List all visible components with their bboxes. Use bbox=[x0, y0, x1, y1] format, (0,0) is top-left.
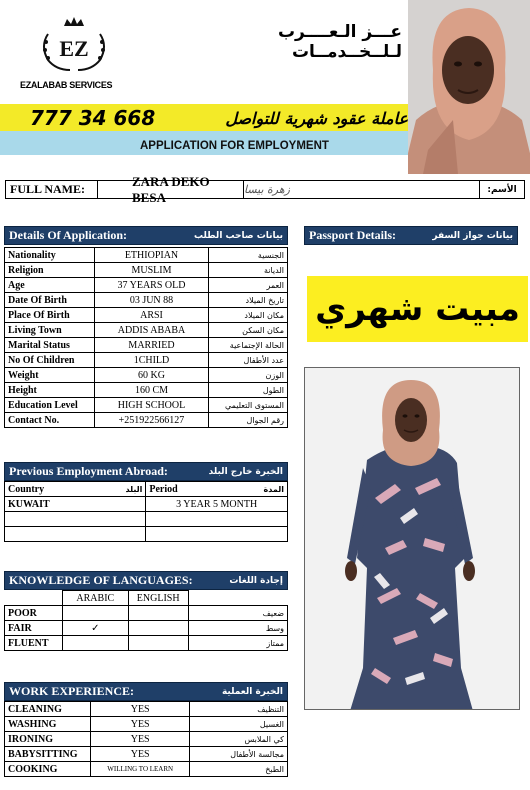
full-body-photo bbox=[304, 367, 520, 710]
full-name-label: FULL NAME: bbox=[6, 181, 98, 198]
languages-section bbox=[4, 571, 288, 651]
details-label: Contact No. bbox=[5, 413, 95, 428]
previous-employment-section bbox=[4, 462, 288, 542]
details-row bbox=[5, 293, 288, 308]
language-level-row bbox=[5, 621, 288, 636]
details-label: Religion bbox=[5, 263, 95, 278]
languages-corner-cell-right bbox=[188, 591, 287, 606]
previous-employment-row bbox=[5, 527, 288, 542]
details-label: Height bbox=[5, 383, 95, 398]
language-level-arabic: ممتاز bbox=[188, 636, 287, 651]
contact-line bbox=[4, 106, 408, 130]
country-header-arabic: البلد bbox=[125, 484, 143, 494]
details-label: No Of Children bbox=[5, 353, 95, 368]
details-row bbox=[5, 383, 288, 398]
details-value: MARRIED bbox=[94, 338, 208, 353]
passport-section bbox=[304, 226, 518, 245]
passport-title-arabic: بيانات جواز السفر bbox=[432, 230, 513, 241]
details-label-arabic: رقم الجوال bbox=[209, 413, 288, 428]
language-level-arabic: وسط bbox=[188, 621, 287, 636]
details-row bbox=[5, 398, 288, 413]
arabic-level-mark bbox=[62, 606, 128, 621]
details-value: ADDIS ABABA bbox=[94, 323, 208, 338]
monthly-stay-stamp: مبيت شهري bbox=[307, 276, 528, 342]
details-label-arabic: الطول bbox=[209, 383, 288, 398]
passport-title: Passport Details: bbox=[309, 228, 396, 242]
details-label-arabic: الوزن bbox=[209, 368, 288, 383]
language-level-label: POOR bbox=[5, 606, 63, 621]
work-experience-title-arabic: الخبرة العملية bbox=[221, 686, 283, 697]
language-level-arabic: ضعيف bbox=[188, 606, 287, 621]
details-value: +251922566127 bbox=[94, 413, 208, 428]
full-name-value: ZARA DEKO BESA bbox=[98, 181, 244, 198]
details-row bbox=[5, 413, 288, 428]
country-cell: KUWAIT bbox=[5, 497, 146, 512]
details-title: Details Of Application: bbox=[9, 228, 128, 242]
details-label-arabic: الديانة bbox=[209, 263, 288, 278]
languages-title-arabic: إجادة اللغات bbox=[229, 575, 283, 586]
details-label-arabic: تاريخ الميلاد bbox=[209, 293, 288, 308]
skill-label: WASHING bbox=[5, 717, 91, 732]
details-label-arabic: الجنسية bbox=[209, 248, 288, 263]
language-level-label: FAIR bbox=[5, 621, 63, 636]
language-level-label: FLUENT bbox=[5, 636, 63, 651]
arabic-level-mark bbox=[62, 636, 128, 651]
work-experience-row bbox=[5, 732, 288, 747]
english-level-mark bbox=[128, 606, 188, 621]
details-value: 03 JUN 88 bbox=[94, 293, 208, 308]
period-cell: 3 YEAR 5 MONTH bbox=[146, 497, 288, 512]
details-label: Education Level bbox=[5, 398, 95, 413]
language-level-row bbox=[5, 636, 288, 651]
details-value: 37 YEARS OLD bbox=[94, 278, 208, 293]
skill-value: YES bbox=[90, 747, 190, 762]
details-value: ARSI bbox=[94, 308, 208, 323]
details-value: 1CHILD bbox=[94, 353, 208, 368]
work-experience-table bbox=[4, 701, 288, 777]
languages-head-row bbox=[5, 591, 288, 606]
period-header-arabic: المدة bbox=[263, 484, 284, 494]
work-experience-row bbox=[5, 762, 288, 777]
previous-employment-row bbox=[5, 497, 288, 512]
details-header bbox=[4, 226, 288, 245]
previous-employment-title-arabic: الخبرة خارج البلد bbox=[208, 466, 283, 477]
details-row bbox=[5, 308, 288, 323]
skill-value: YES bbox=[90, 702, 190, 717]
details-label: Date Of Birth bbox=[5, 293, 95, 308]
language-level-row bbox=[5, 606, 288, 621]
details-label: Marital Status bbox=[5, 338, 95, 353]
details-row bbox=[5, 353, 288, 368]
details-row bbox=[5, 368, 288, 383]
country-cell bbox=[5, 527, 146, 542]
application-title: APPLICATION FOR EMPLOYMENT bbox=[140, 140, 329, 152]
english-level-mark bbox=[128, 621, 188, 636]
work-experience-header bbox=[4, 682, 288, 701]
full-name-label-arabic: الأسم: bbox=[487, 184, 517, 195]
details-section bbox=[4, 226, 288, 428]
details-label: Place Of Birth bbox=[5, 308, 95, 323]
skill-label-arabic: الطبخ bbox=[190, 762, 288, 777]
languages-title: KNOWLEDGE OF LANGUAGES: bbox=[9, 573, 193, 587]
work-experience-row bbox=[5, 717, 288, 732]
details-label: Living Town bbox=[5, 323, 95, 338]
work-experience-title: WORK EXPERIENCE: bbox=[9, 684, 135, 698]
details-row bbox=[5, 278, 288, 293]
skill-label-arabic: كي الملابس bbox=[190, 732, 288, 747]
logo-letters: EZ bbox=[59, 36, 89, 61]
details-value: 160 CM bbox=[94, 383, 208, 398]
details-row bbox=[5, 338, 288, 353]
previous-employment-title: Previous Employment Abroad: bbox=[9, 464, 168, 478]
skill-value: WILLING TO LEARN bbox=[90, 762, 190, 777]
details-label-arabic: المستوى التعليمي bbox=[209, 398, 288, 413]
details-row bbox=[5, 323, 288, 338]
country-header-cell bbox=[5, 482, 146, 497]
skill-value: YES bbox=[90, 717, 190, 732]
details-value: HIGH SCHOOL bbox=[94, 398, 208, 413]
skill-label: IRONING bbox=[5, 732, 91, 747]
details-label-arabic: عدد الأطفال bbox=[209, 353, 288, 368]
details-row bbox=[5, 263, 288, 278]
headshot-photo bbox=[408, 0, 530, 174]
details-label-arabic: مكان السكن bbox=[209, 323, 288, 338]
details-table bbox=[4, 247, 288, 428]
details-value: MUSLIM bbox=[94, 263, 208, 278]
details-label: Nationality bbox=[5, 248, 95, 263]
details-label: Weight bbox=[5, 368, 95, 383]
details-label: Age bbox=[5, 278, 95, 293]
english-column-header: ENGLISH bbox=[128, 591, 188, 606]
period-header: Period bbox=[149, 483, 178, 495]
details-label-arabic: الحالة الإجتماعية bbox=[209, 338, 288, 353]
skill-value: YES bbox=[90, 732, 190, 747]
full-name-arabic: زهرة بيسا bbox=[244, 181, 480, 198]
work-experience-row bbox=[5, 747, 288, 762]
languages-header bbox=[4, 571, 288, 590]
work-experience-section bbox=[4, 682, 288, 777]
skill-label-arabic: مجالسة الأطفال bbox=[190, 747, 288, 762]
company-logo bbox=[34, 16, 114, 72]
company-name-arabic: عـــز الـعــــرب لـلــخــدمــات bbox=[277, 22, 402, 62]
period-cell bbox=[146, 512, 288, 527]
company-name: EZALABAB SERVICES bbox=[20, 80, 113, 90]
previous-employment-table bbox=[4, 481, 288, 542]
skill-label: COOKING bbox=[5, 762, 91, 777]
previous-employment-header bbox=[4, 462, 288, 481]
details-label-arabic: العمر bbox=[209, 278, 288, 293]
period-cell bbox=[146, 527, 288, 542]
details-value: 60 KG bbox=[94, 368, 208, 383]
skill-label-arabic: التنظيف bbox=[190, 702, 288, 717]
languages-table bbox=[4, 590, 288, 651]
previous-employment-row bbox=[5, 512, 288, 527]
details-title-arabic: بيانات صاحب الطلب bbox=[193, 230, 283, 241]
arabic-level-mark: ✓ bbox=[62, 621, 128, 636]
work-experience-row bbox=[5, 702, 288, 717]
skill-label: CLEANING bbox=[5, 702, 91, 717]
arabic-column-header: ARABIC bbox=[62, 591, 128, 606]
details-label-arabic: مكان الميلاد bbox=[209, 308, 288, 323]
english-level-mark bbox=[128, 636, 188, 651]
contact-number: 777 34 668 bbox=[30, 106, 156, 130]
contact-arabic: عاملة عقود شهرية للتواصل bbox=[225, 108, 408, 128]
languages-corner-cell bbox=[5, 591, 63, 606]
previous-employment-head-row bbox=[5, 482, 288, 497]
period-header-cell bbox=[146, 482, 288, 497]
passport-header bbox=[304, 226, 518, 245]
details-row bbox=[5, 248, 288, 263]
country-header: Country bbox=[8, 483, 45, 495]
full-name-row bbox=[5, 173, 525, 205]
skill-label-arabic: الغسيل bbox=[190, 717, 288, 732]
skill-label: BABYSITTING bbox=[5, 747, 91, 762]
country-cell bbox=[5, 512, 146, 527]
details-value: ETHIOPIAN bbox=[94, 248, 208, 263]
